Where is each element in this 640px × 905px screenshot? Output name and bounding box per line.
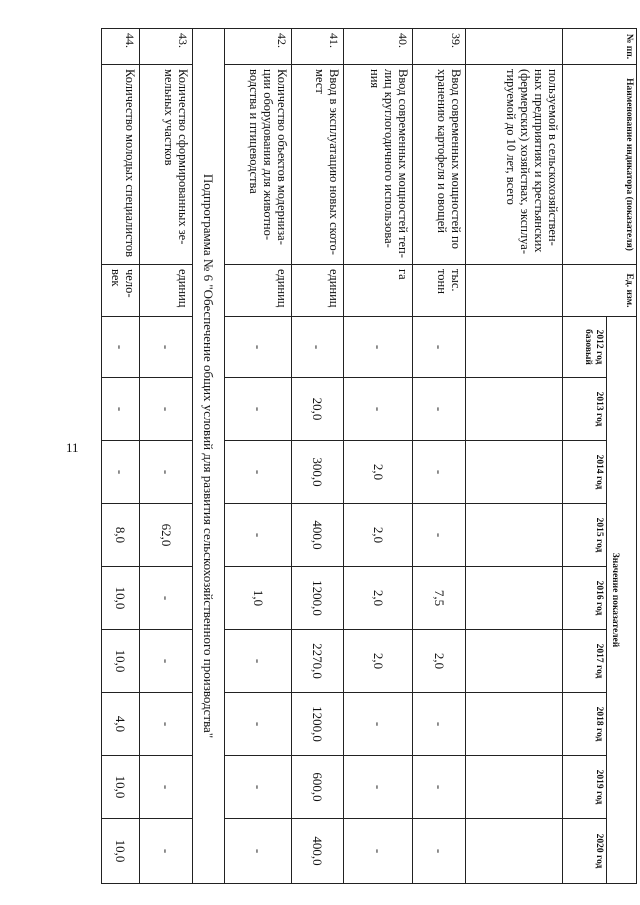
row-value: - xyxy=(139,756,192,819)
header-num: № пп. xyxy=(563,29,637,65)
row-num: 39. xyxy=(413,29,466,65)
row-value: - xyxy=(224,819,291,884)
row-value: 10,0 xyxy=(102,756,140,819)
row-unit xyxy=(466,265,563,317)
row-value: - xyxy=(413,756,466,819)
header-year: 2020 год xyxy=(563,819,607,884)
row-value: - xyxy=(102,317,140,378)
row-value: 2,0 xyxy=(343,441,412,504)
page-number: 11 xyxy=(66,440,79,455)
row-value xyxy=(466,567,563,630)
row-value: - xyxy=(224,378,291,441)
row-value: 20,0 xyxy=(291,378,343,441)
row-value: 2,0 xyxy=(343,630,412,693)
row-value: - xyxy=(413,504,466,567)
table-row xyxy=(466,29,563,884)
header-unit: Ед. изм. xyxy=(563,265,637,317)
row-value: 10,0 xyxy=(102,630,140,693)
row-value: - xyxy=(413,819,466,884)
row-value: 4,0 xyxy=(102,693,140,756)
row-value xyxy=(466,819,563,884)
row-value: - xyxy=(139,378,192,441)
header-year: 2016 год xyxy=(563,567,607,630)
header-values: Значение показателей xyxy=(607,317,637,884)
row-value: - xyxy=(139,317,192,378)
row-value: - xyxy=(224,630,291,693)
row-num: 43. xyxy=(139,29,192,65)
indicator-table xyxy=(101,28,637,884)
row-name: Количество объектов модерниза-ции оборудования для животно-водства и птицеводства xyxy=(224,65,291,265)
row-value: - xyxy=(139,630,192,693)
row-value: - xyxy=(139,441,192,504)
row-value: - xyxy=(139,567,192,630)
table-row xyxy=(139,29,192,884)
row-num: 42. xyxy=(224,29,291,65)
row-value xyxy=(466,693,563,756)
row-value: 300,0 xyxy=(291,441,343,504)
table-row xyxy=(291,29,343,884)
row-unit: единиц xyxy=(291,265,343,317)
row-value: - xyxy=(413,378,466,441)
header-year: 2017 год xyxy=(563,630,607,693)
header-name: Наименование индикатора (показателя) xyxy=(563,65,637,265)
row-value: - xyxy=(343,819,412,884)
row-value: 2,0 xyxy=(343,504,412,567)
row-value: - xyxy=(343,756,412,819)
row-value: - xyxy=(224,756,291,819)
row-value: - xyxy=(343,693,412,756)
subprogram-row xyxy=(192,29,224,884)
row-value: 600,0 xyxy=(291,756,343,819)
row-value xyxy=(466,441,563,504)
row-value: 1200,0 xyxy=(291,693,343,756)
row-name: Количество молодых специалистов xyxy=(102,65,140,265)
row-value xyxy=(466,317,563,378)
row-value: - xyxy=(413,693,466,756)
row-value: - xyxy=(413,317,466,378)
header-year: 2014 год xyxy=(563,441,607,504)
rotated-table-container xyxy=(101,28,637,883)
row-unit: тыс. тонн xyxy=(413,265,466,317)
row-value: - xyxy=(102,441,140,504)
row-name: Количество сформированных зе-мельных участков xyxy=(139,65,192,265)
row-value xyxy=(466,630,563,693)
row-value: - xyxy=(102,378,140,441)
row-value: 10,0 xyxy=(102,567,140,630)
row-value: 1200,0 xyxy=(291,567,343,630)
row-value: - xyxy=(224,441,291,504)
row-unit: га xyxy=(343,265,412,317)
row-value: 2,0 xyxy=(413,630,466,693)
row-value: - xyxy=(139,693,192,756)
row-num xyxy=(466,29,563,65)
row-unit: чело-век xyxy=(102,265,140,317)
row-name: Ввод современных мощностей теп-лиц круглогодичного использова-ния xyxy=(343,65,412,265)
header-year: 2013 год xyxy=(563,378,607,441)
row-value: - xyxy=(139,819,192,884)
table-row xyxy=(343,29,412,884)
row-name: пользуемой в сельскохозяйствен-ных предприятиях и крестьянских (фермерских) хозяйствах, эксплуа-тируемой до 10 лет, всего xyxy=(466,65,563,265)
row-value: - xyxy=(224,693,291,756)
row-value: 400,0 xyxy=(291,504,343,567)
row-num: 40. xyxy=(343,29,412,65)
row-value: 10,0 xyxy=(102,819,140,884)
header-year: 2012 год базовый xyxy=(563,317,607,378)
row-unit: единиц xyxy=(224,265,291,317)
row-num: 44. xyxy=(102,29,140,65)
row-num: 41. xyxy=(291,29,343,65)
header-year: 2018 год xyxy=(563,693,607,756)
row-name: Ввод современных мощностей по хранению картофеля и овощей xyxy=(413,65,466,265)
row-value: - xyxy=(343,317,412,378)
row-value: - xyxy=(224,504,291,567)
row-name: Ввод в эксплуатацию новых ското-мест xyxy=(291,65,343,265)
subprogram-title: Подпрограмма № 6 "Обеспечение общих условий для развития сельскохозяйственного производства" xyxy=(192,29,224,884)
row-value: 62,0 xyxy=(139,504,192,567)
row-value: - xyxy=(224,317,291,378)
row-value xyxy=(466,756,563,819)
row-unit: единиц xyxy=(139,265,192,317)
table-row xyxy=(102,29,140,884)
header-year: 2015 год xyxy=(563,504,607,567)
table-row xyxy=(224,29,291,884)
row-value: 7,5 xyxy=(413,567,466,630)
row-value: - xyxy=(291,317,343,378)
table-row xyxy=(413,29,466,884)
row-value xyxy=(466,378,563,441)
row-value: - xyxy=(343,378,412,441)
header-year: 2019 год xyxy=(563,756,607,819)
row-value: 2,0 xyxy=(343,567,412,630)
row-value: 400,0 xyxy=(291,819,343,884)
row-value: 8,0 xyxy=(102,504,140,567)
row-value: - xyxy=(413,441,466,504)
row-value xyxy=(466,504,563,567)
row-value: 2270,0 xyxy=(291,630,343,693)
row-value: 1,0 xyxy=(224,567,291,630)
